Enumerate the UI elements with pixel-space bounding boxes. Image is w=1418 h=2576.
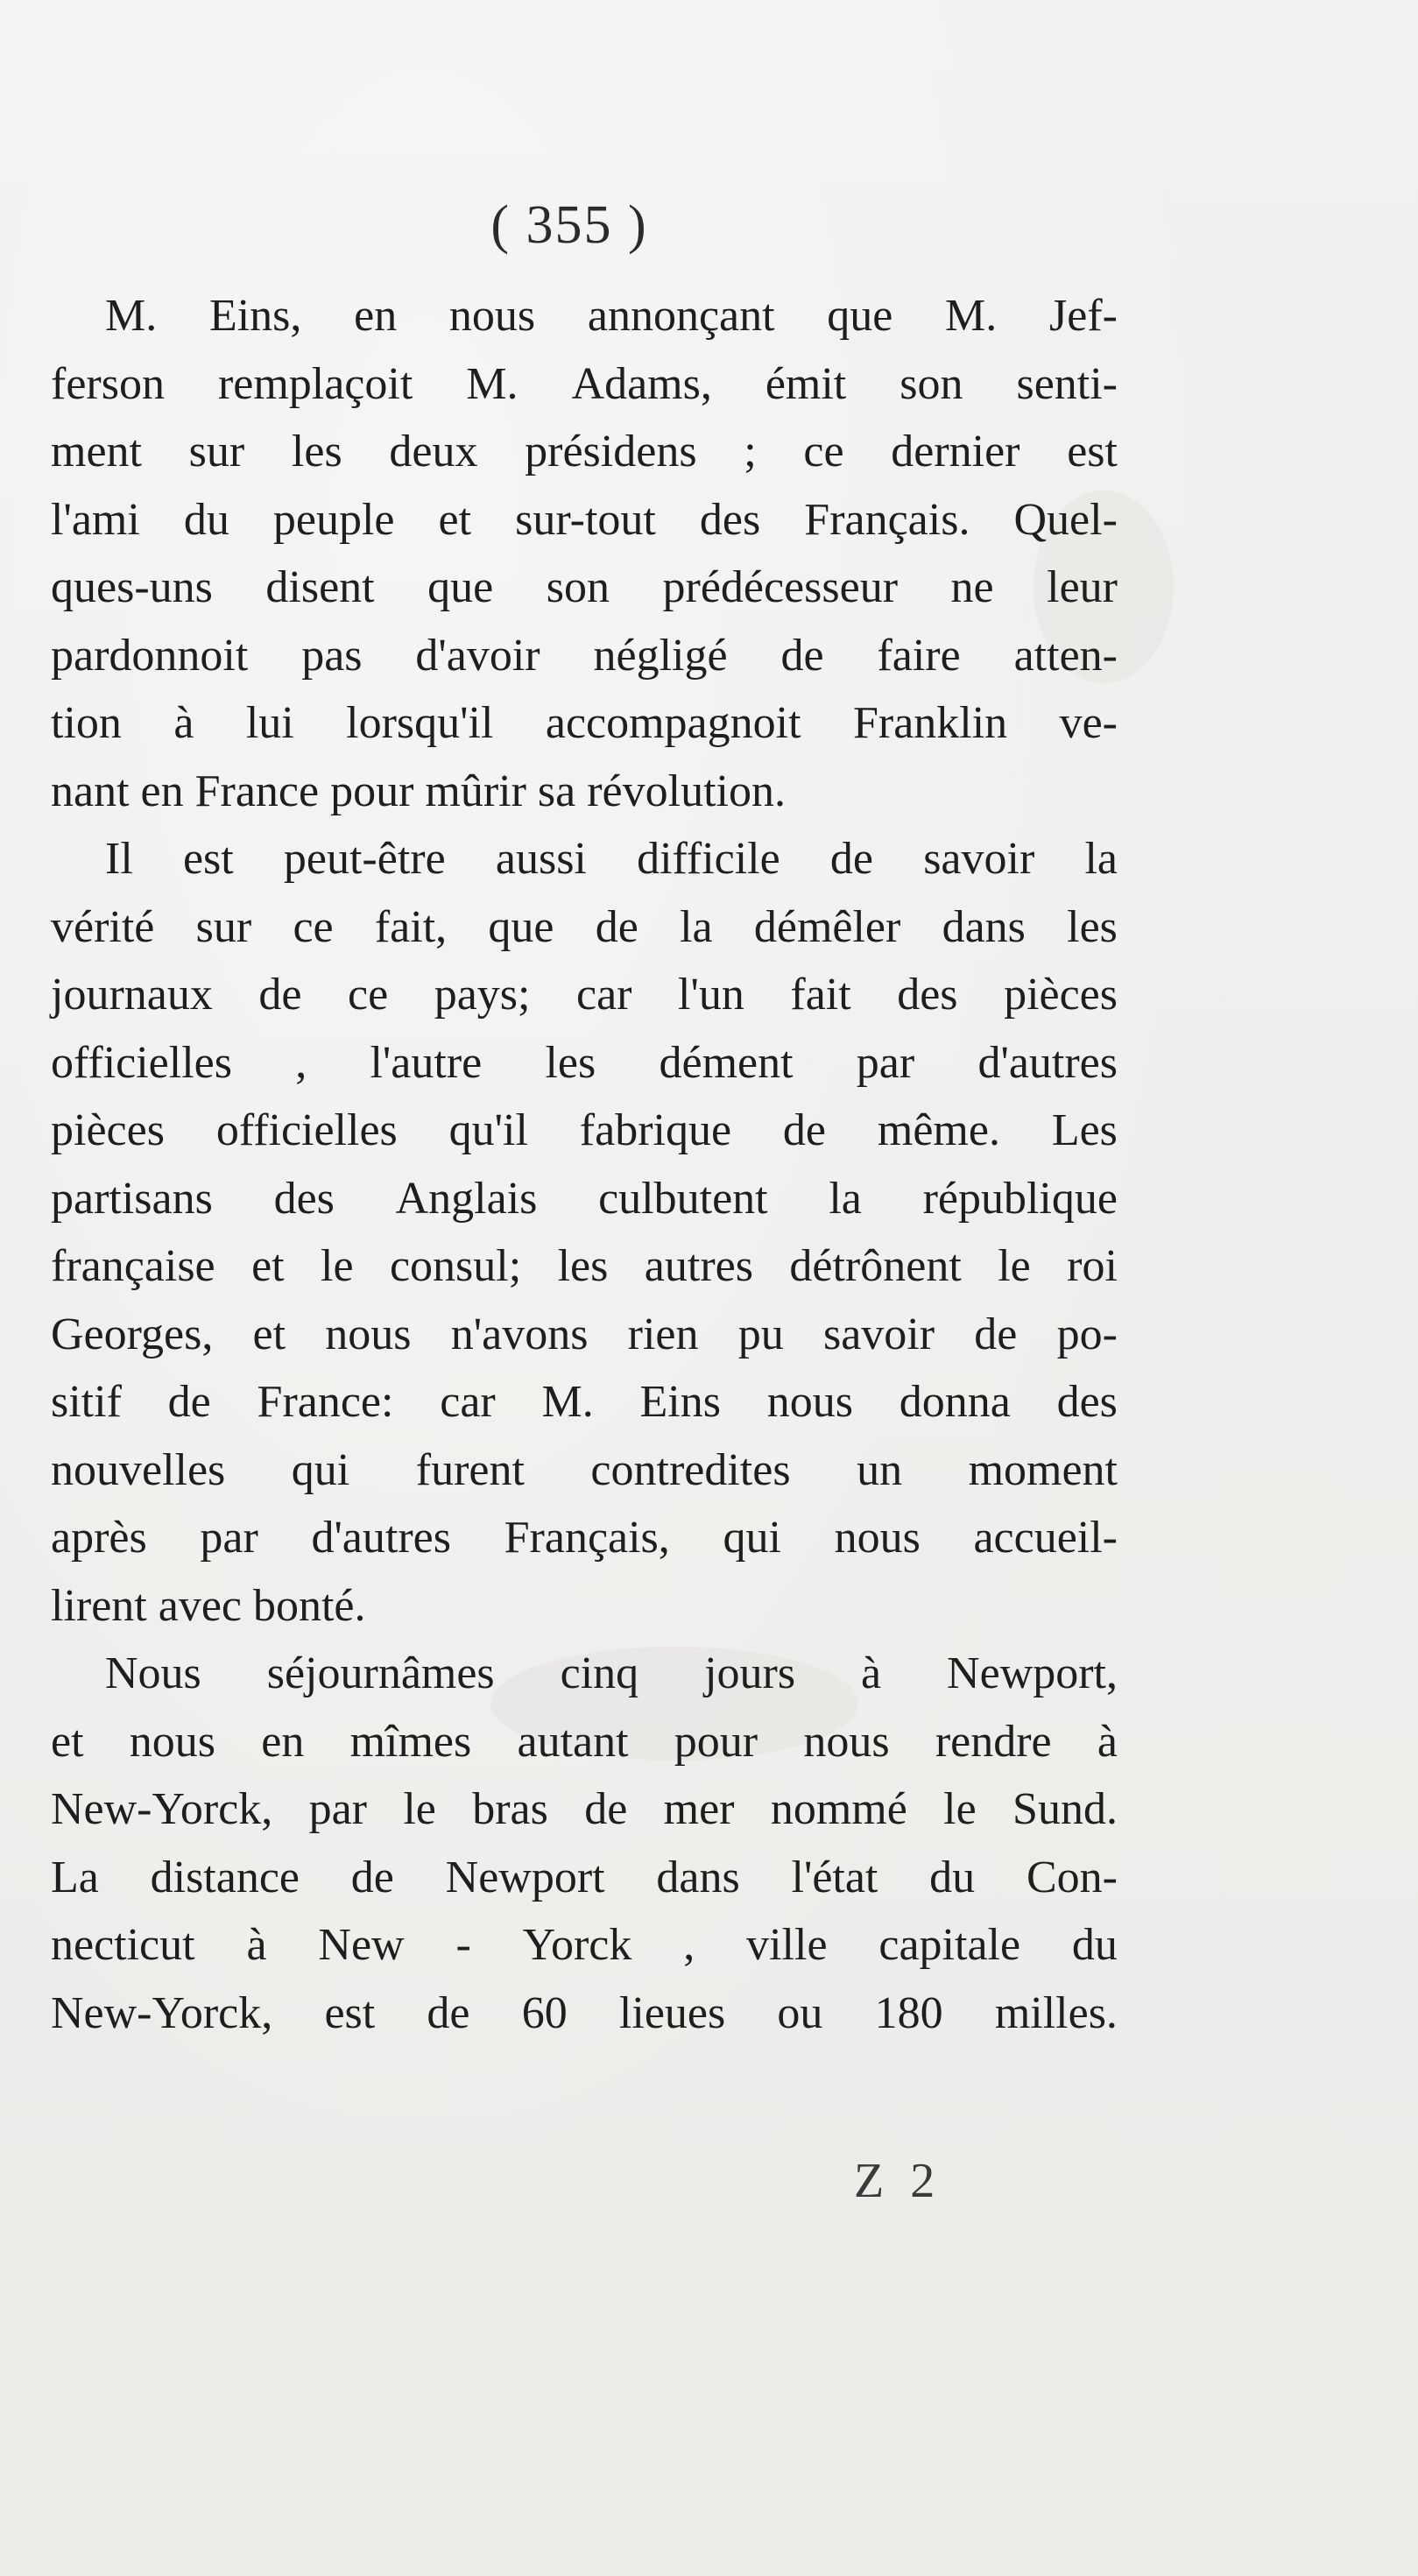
text-line: sitif de France: car M. Eins nous donna des xyxy=(51,1377,1118,1427)
text-line: Nous séjournâmes cinq jours à Newport, xyxy=(105,1648,1118,1698)
body-text xyxy=(51,282,1118,2047)
text-line: après par d'autres Français, qui nous accueil- xyxy=(51,1513,1118,1563)
text-line: Il est peut-être aussi difficile de savoir la xyxy=(105,834,1118,884)
text-line: Georges, et nous n'avons rien pu savoir de po- xyxy=(51,1309,1118,1359)
text-line: vérité sur ce fait, que de la démêler dans les xyxy=(51,901,1118,952)
text-line: ment sur les deux présidens ; ce dernier est xyxy=(51,427,1118,476)
text-line: nouvelles qui furent contredites un moment xyxy=(51,1444,1118,1495)
text-line: française et le consul; les autres détrônent le roi xyxy=(51,1241,1118,1291)
text-line: ques-uns disent que son prédécesseur ne leur xyxy=(51,562,1118,612)
signature-mark: Z 2 xyxy=(854,2154,942,2208)
page-number: ( 355 ) xyxy=(490,195,648,255)
text-line: et nous en mîmes autant pour nous rendre à xyxy=(51,1716,1118,1767)
text-line: officielles , l'autre les dément par d'autres xyxy=(51,1037,1118,1088)
text-line: partisans des Anglais culbutent la république xyxy=(51,1173,1118,1224)
text-line: pièces officielles qu'il fabrique de même. Les xyxy=(51,1105,1118,1155)
text-line: New-Yorck, est de 60 lieues ou 180 milles. xyxy=(51,1987,1118,2038)
text-line: pardonnoit pas d'avoir négligé de faire atten- xyxy=(51,630,1118,681)
text-line: M. Eins, en nous annonçant que M. Jef- xyxy=(105,291,1118,341)
text-line: ferson remplaçoit M. Adams, émit son senti- xyxy=(51,358,1118,409)
text-line: tion à lui lorsqu'il accompagnoit Franklin ve- xyxy=(51,698,1118,748)
text-line: New-Yorck, par le bras de mer nommé le Sund. xyxy=(51,1784,1118,1834)
text-line: l'ami du peuple et sur-tout des Français. Quel- xyxy=(51,494,1118,545)
text-line: necticut à New - Yorck , ville capitale du xyxy=(51,1920,1118,1970)
text-line: journaux de ce pays; car l'un fait des pièces xyxy=(51,970,1118,1020)
text-line: La distance de Newport dans l'état du Con- xyxy=(51,1852,1118,1902)
text-line: lirent avec bonté. xyxy=(51,1580,366,1631)
text-line: nant en France pour mûrir sa révolution. xyxy=(51,766,786,816)
